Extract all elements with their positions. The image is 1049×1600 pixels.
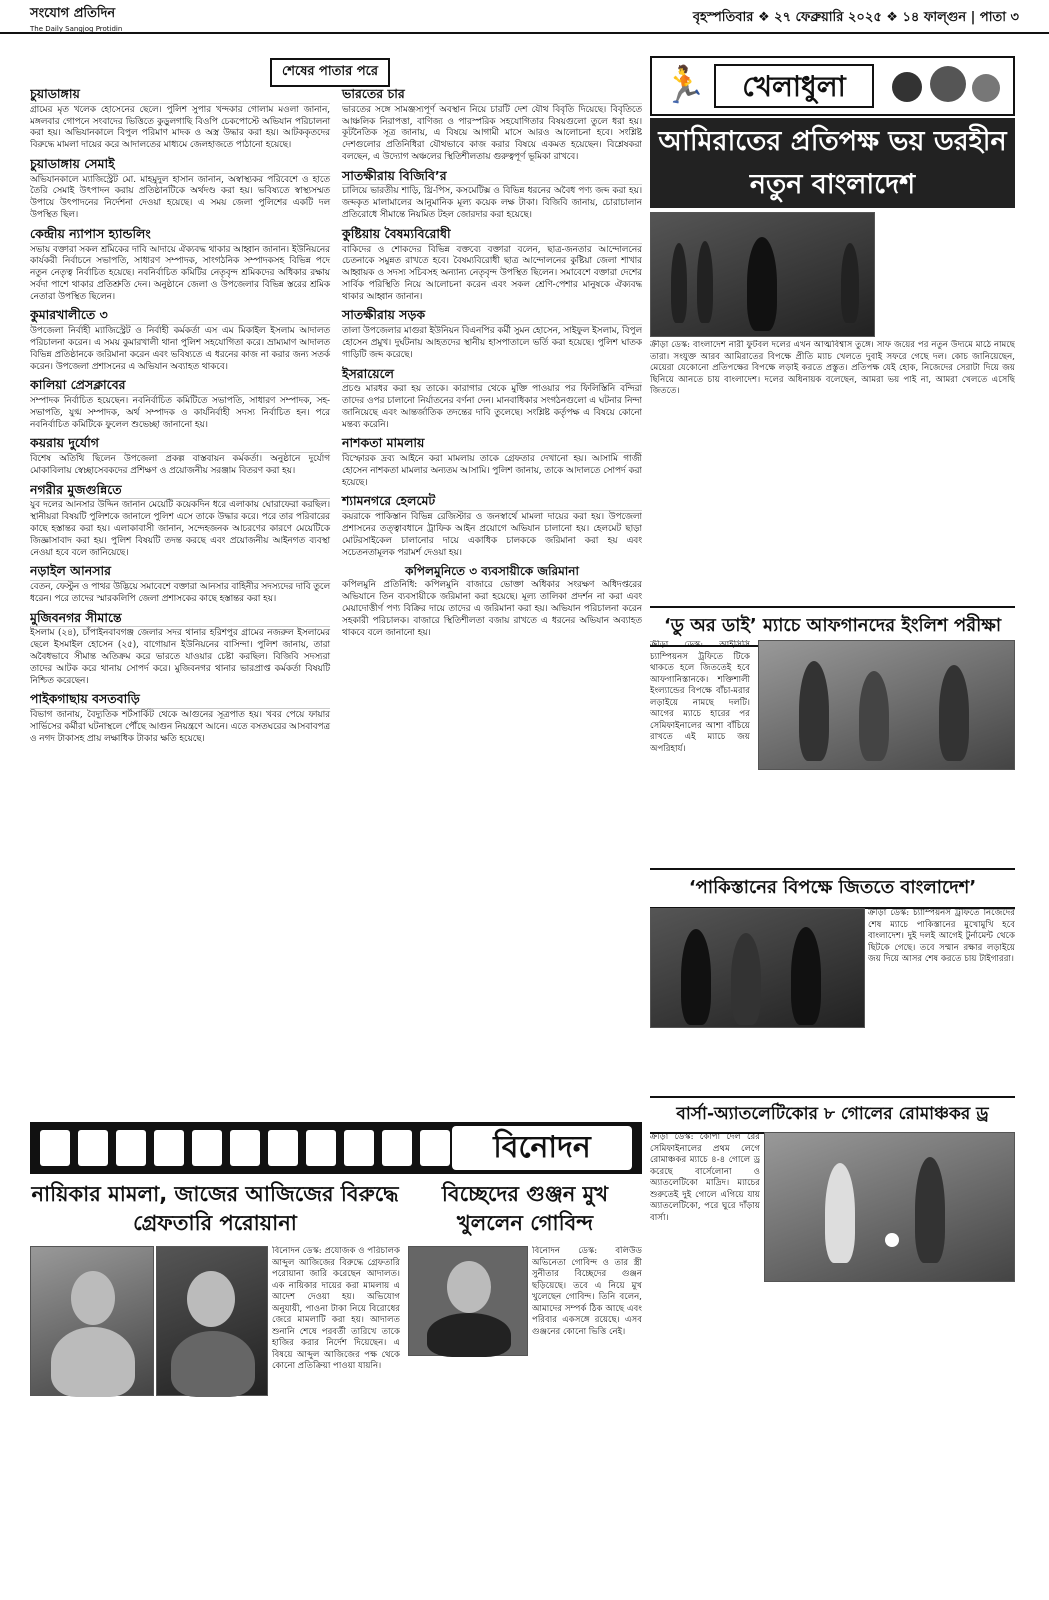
actress-photo [30, 1246, 154, 1396]
newspaper-logo: সংযোগ প্রতিদিন The Daily Sangjog Protidin [30, 6, 123, 33]
entertainment-story-1: বিনোদন ডেস্ক: প্রযোজক ও পরিচালক আব্দুল আজিজের বিরুদ্ধে গ্রেফতারি পরোয়ানা জারি করেছেন আদালত। এক নায়িকার দায়ের করা মামলায় এ আদেশ দেওয়া হয়। অভিযোগ অনুযায়ী, পাওনা টাকা নিয়ে বিরোধের জেরে মামলাটি করা হয়। আদালত শুনানি শেষে পরবর্তী তারিখে তাকে হাজির করার নির্দেশ দিয়েছেন। এ বিষয়ে আব্দুল আজিজের পক্ষ থেকে কোনো প্রতিক্রিয়া পাওয়া যায়নি। [272, 1246, 400, 1372]
news-body: ইসলাম (২৪), চাঁপাইনবাবগঞ্জ জেলার সদর থানার হরিশপুর গ্রামের নজরুল ইসলামের ছেলে ইসমাইল হোসেন (২৫), বাগোয়ান ইউনিয়নের বাসিন্দা। পুলিশ জানায়, তারা অবৈধভাবে সীমান্ত অতিক্রম করে ভারতে যাওয়ার চেষ্টা করছিল। বিজিবি সদস্যরা তাদের আটক করে থানায় সোপর্দ করে। মুজিবনগর থানার ভারপ্রাপ্ত কর্মকর্তা বিষয়টি নিশ্চিত করেছেন। [30, 628, 330, 686]
entertainment-headline-2: বিচ্ছেদের গুঞ্জন মুখ খুললেন গোবিন্দ [441, 1182, 609, 1236]
news-heading: কপিলমুনিতে ৩ ব্যবসায়ীকে জরিমানা [405, 564, 579, 579]
sports-story-4: ক্রীড়া ডেস্ক: কোপা দেল রের সেমিফাইনালের প্রথম লেগে রোমাঞ্চকর ম্যাচে ৪-৪ গোলে ড্র করেছে বার্সেলোনা ও অ্যাতলেটিকো মাদ্রিদ। ম্যাচের শুরুতেই দুই গোলে এগিয়ে যায় অ্যাতলেটিকো, পরে ঘুরে দাঁড়ায় বার্সা। [650, 1132, 760, 1223]
figure [51, 1327, 135, 1397]
news-body: বাকিদের ও শোকদের বিভিন্ন বক্তব্যে বক্তারা বলেন, ছাত্র-জনতার আন্দোলনের চেতনাকে সমুন্নত রাখতে হবে। বৈষম্যবিরোধী ছাত্র আন্দোলনের কুষ্টিয়া জেলা শাখার আহ্বায়ক ও সদস্য সচিবসহ অন্যান্য নেতৃবৃন্দ উপস্থিত ছিলেন। সমাবেশে বক্তারা দেশের সার্বিক পরিস্থিতি নিয়ে আলোচনা করেন এবং সকল শ্রেণি-পেশার মানুষকে ঐক্যবদ্ধ থাকার আহ্বান জানান। [342, 244, 642, 302]
player [731, 933, 761, 1025]
news-body: সম্পাদক নির্বাচিত হয়েছেন। নবনির্বাচিত কমিটিতে সভাপতি, সাধারণ সম্পাদক, সহ-সভাপতি, যুগ্ম সম্পাদক, অর্থ সম্পাদক ও কার্যনির্বাহী সদস্য নির্বাচিত হন। পরে নবনির্বাচিত কমিটিকে ফুলেল শুভেচ্ছা জানানো হয়। [30, 396, 330, 430]
news-body: কপিলমুনি প্রতিনিধি: কপিলমুনি বাজারে ভোক্তা অধিকার সংরক্ষণ অধিদপ্তরের অভিযানে তিন ব্যবসায়ীকে জরিমানা করা হয়েছে। মূল্য তালিকা প্রদর্শন না করা এবং মেয়াদোত্তীর্ণ পণ্য বিক্রির দায়ে তাদের এ জরিমানা করা হয়। অভিযান পরিচালনা করেন সহকারী পরিচালক। বাজারে স্থিতিশীলতা বজায় রাখতে এ ধরনের অভিযান অব্যাহত থাকবে বলে জানানো হয়। [342, 580, 642, 638]
film-frame-icon [78, 1130, 108, 1166]
player [747, 237, 777, 331]
sports-headline-1: আমিরাতের প্রতিপক্ষ ভয় ডরহীন নতুন বাংলাদেশ [650, 118, 1015, 208]
news-body: অভিযানকালে ম্যাজিস্ট্রেট মো. মাহমুদুল হাসান জানান, অস্বাস্থ্যকর পরিবেশে ও হাতে তৈরি সেমাই উৎপাদন করায় প্রতিষ্ঠানটিকে অর্থদণ্ড করা হয়। ভবিষ্যতে স্বাস্থ্যসম্মত উপায়ে উৎপাদনের নির্দেশনা দেওয়া হয়েছে। এ সময় জেলা পুলিশের একটি দল উপস্থিত ছিল। [30, 174, 330, 220]
actor-photo [408, 1246, 528, 1356]
film-frame-icon [420, 1130, 450, 1166]
news-heading: কেন্দ্রীয় ন্যাপাস হ্যান্ডলিং [30, 226, 330, 244]
film-frame-icon [230, 1130, 260, 1166]
player [799, 661, 829, 761]
news-body: ভারতের সঙ্গে সামঞ্জস্যপূর্ণ অবস্থান নিয়ে চারটি দেশ যৌথ বিবৃতি দিয়েছে। বিবৃতিতে আঞ্চলিক নিরাপত্তা, বাণিজ্য ও পারস্পরিক সহযোগিতার বিষয়গুলো তুলে ধরা হয়। কূটনৈতিক সূত্র জানায়, এ বিষয়ে আগামী মাসে আরও আলোচনা হবে। সংশ্লিষ্ট দেশগুলোর প্রতিনিধিরা যৌথভাবে কাজ করার বিষয়ে একমত হয়েছেন। বিশ্লেষকরা বলছেন, এ উদ্যোগ অঞ্চলের স্থিতিশীলতায় গুরুত্বপূর্ণ ভূমিকা রাখবে। [342, 104, 642, 162]
news-body: চালিয়ে ভারতীয় শাড়ি, থ্রি-পিস, কসমেটিক্স ও বিভিন্ন ধরনের অবৈধ পণ্য জব্দ করা হয়। জব্দকৃত মালামালের আনুমানিক মূল্য কয়েক লক্ষ টাকা। বিজিবি জানায়, চোরাচালান প্রতিরোধে সীমান্তে নিয়মিত টহল জোরদার করা হয়েছে। [342, 186, 642, 220]
sports-headline-4: বার্সা-অ্যাতলেটিকোর ৮ গোলের রোমাঞ্চকর ড্র [650, 1096, 1015, 1134]
face [447, 1261, 491, 1313]
news-heading: চুয়াডাঙ্গায় [30, 86, 330, 104]
news-heading: সাতক্ষীরায় বিজিবি’র [342, 168, 642, 186]
news-column-b [342, 82, 642, 639]
figure [427, 1313, 511, 1357]
football-icon [885, 1233, 899, 1247]
football-match-photo [764, 1132, 1015, 1282]
rugby-ball-icon [972, 74, 1000, 102]
player [697, 241, 713, 323]
news-heading: সাতক্ষীরায় সড়ক [342, 307, 642, 325]
film-frame-icon [268, 1130, 298, 1166]
entertainment-band [30, 1122, 642, 1174]
news-body: উপজেলা নির্বাহী ম্যাজিস্ট্রেট ও নির্বাহী কর্মকর্তা এস এম মিকাইল ইসলাম আদালত পরিচালনা করেন। এ সময় কুমারখালী থানা পুলিশ সহযোগিতা করে। ভ্রাম্যমাণ আদালত বিভিন্ন প্রতিষ্ঠানকে জরিমানা করেন এবং ভবিষ্যতে এ ধরনের কাজ না করার জন্য সতর্ক করেন। উপজেলা প্রশাসনের এ অভিযান অব্যাহত থাকবে। [30, 326, 330, 372]
news-body: তালা উপজেলার মাগুরা ইউনিয়ন বিএনপির কর্মী সুমন হোসেন, সাইফুল ইসলাম, বিপুল হোসেন প্রমুখ। দুর্ঘটনায় আহতদের স্থানীয় হাসপাতালে ভর্তি করা হয়েছে। পুলিশ ঘাতক গাড়িটি জব্দ করেছে। [342, 326, 642, 360]
news-heading: চুয়াডাঙ্গায় সেমাই [30, 156, 330, 174]
news-body: গ্রামের মৃত খলেক হোসেনের ছেলে। পুলিশ সুপার খন্দকার গোলাম মওলা জানান, মঙ্গলবার গোপনে সংবাদের ভিত্তিতে কুড়ুলগাছি বিওপি চেকপোস্টে অভিযান পরিচালনা করা হয়। অভিযানকালে বিপুল পরিমাণ মাদক ও অস্ত্র উদ্ধার করা হয়। আটককৃতদের বিরুদ্ধে মামলা দায়ের করে আদালতের মাধ্যমে জেলহাজতে পাঠানো হয়েছে। [30, 104, 330, 151]
masthead [0, 0, 1049, 34]
news-body: বেতন, ফেস্টুন ও পাথর উদ্ভিয়ে সমাবেশে বক্তারা আনসার বাহিনীর সদস্যদের দাবি তুলে ধরেন। পরে তাদের স্মারকলিপি জেলা প্রশাসকের কাছে হস্তান্তর করা হয়। [30, 582, 330, 604]
news-heading: পাইকগাছায় বসতবাড়ি [30, 691, 330, 709]
cricket-ball-icon [892, 72, 922, 102]
sports-story-3: ক্রীড়া ডেস্ক: চ্যাম্পিয়নস ট্রফিতে নিজেদের শেষ ম্যাচে পাকিস্তানের মুখোমুখি হবে বাংলাদেশ। দুই দলই আগেই টুর্নামেন্ট থেকে ছিটকে গেছে। তবে সম্মান রক্ষার লড়াইয়ে জয় দিয়ে আসর শেষ করতে চায় টাইগাররা। [868, 908, 1015, 965]
figure [171, 1331, 255, 1397]
sports-title: খেলাধুলা [714, 64, 874, 108]
continued-tag: শেষের পাতার পরে [270, 58, 390, 87]
film-frame-icon [116, 1130, 146, 1166]
face [71, 1271, 115, 1325]
film-frame-icon [40, 1130, 70, 1166]
news-body: কয়রাকে পাকিস্তান বিভিন্ন রেজিস্টার ও জনস্বার্থে মামলা দায়ের করা হয়। উপজেলা প্রশাসনের তত্ত্বাবধানে ট্রাফিক আইন প্রয়োগে অভিযান চালানো হয়। হেলমেট ছাড়া মোটরসাইকেল চালানোর দায়ে একাধিক চালককে জরিমানা করা হয় এবং সচেতনতামূলক পরামর্শ দেওয়া হয়। [342, 512, 642, 558]
news-heading: ইসরায়েলে [342, 366, 642, 384]
entertainment-headline-1: নায়িকার মামলা, জাজের আজিজের বিরুদ্ধে গ্রেফতারি পরোয়ানা [31, 1182, 399, 1236]
sports-header [650, 56, 1015, 116]
news-heading: কুমারখালীতে ৩ [30, 307, 330, 325]
football-icon [930, 66, 966, 102]
news-heading: ভারতের চার [342, 86, 642, 104]
sports-headline-2: ‘ডু অর ডাই’ ম্যাচে আফগানদের ইংলিশ পরীক্ষা [650, 606, 1015, 647]
runner-icon: 🏃 [662, 65, 707, 106]
news-body: যুব দলের আনসার উদ্দিন জানান মেয়েটি কয়েকদিন ধরে এলাকায় ঘোরাফেরা করছিল। স্থানীয়রা বিষয়টি পুলিশকে জানালে পুলিশ এসে তাকে উদ্ধার করে। পরে তার পরিবারের কাছে হস্তান্তর করা হয়। এলাকাবাসী জানান, সন্দেহজনক আচরণের কারণে মেয়েটিকে জিজ্ঞাসাবাদ করা হয়। পুলিশ বিষয়টি তদন্ত করছে এবং প্রয়োজনীয় আইনগত ব্যবস্থা নেওয়া হবে বলে জানিয়েছে। [30, 500, 330, 558]
sports-story-2: ক্রীড়া ডেস্ক: আইসিসি চ্যাম্পিয়নস ট্রফিতে টিকে থাকতে হলে জিততেই হবে আফগানিস্তানকে। শক্তিশালী ইংল্যান্ডের বিপক্ষে বাঁচা-মরার লড়াইয়ে নামছে দলটি। আগের ম্যাচে হারের পর সেমিফাইনালের আশা বাঁচিয়ে রাখতে এই ম্যাচে জয় অপরিহার্য। [650, 640, 750, 754]
film-frame-icon [154, 1130, 184, 1166]
player [791, 927, 821, 1025]
player [859, 671, 889, 761]
sports-story-1: ক্রীড়া ডেস্ক: বাংলাদেশ নারী ফুটবল দলের এখন আত্মবিশ্বাস তুঙ্গে। সাফ জয়ের পর নতুন উদ্যমে মাঠে নামছে তারা। সংযুক্ত আরব আমিরাতের বিপক্ষে প্রীতি ম্যাচ খেলতে দুবাই সফরে গেছে দল। কোচ জানিয়েছেন, মেয়েরা যেকোনো প্রতিপক্ষের বিপক্ষে লড়াই করতে প্রস্তুত। প্রতিপক্ষ যেই হোক, নিজেদের সেরাটা দিয়ে জয় ছিনিয়ে আনতে চায় বাংলাদেশ। দলের অধিনায়ক বলেছেন, আমরা ভয় পাই না, আমরা খেলতে এসেছি জিততে। [650, 340, 1015, 397]
news-body: বিস্ফোরক দ্রব্য আইনে করা মামলায় তাকে গ্রেফতার দেখানো হয়। আসামি গাজী হোসেন নাশকতা মামলার অন্যতম আসামি। পুলিশ জানায়, তাকে আদালতে সোপর্দ করা হয়েছে। [342, 454, 642, 488]
bangladesh-cricket-photo [650, 908, 865, 1028]
face [187, 1271, 235, 1327]
news-body: বিভাগ জানায়, বৈদ্যুতিক শর্টসার্কিট থেকে আগুনের সূত্রপাত হয়। খবর পেয়ে ফায়ার সার্ভিসের কর্মীরা ঘটনাস্থলে পৌঁছে আগুন নিয়ন্ত্রণে আনে। এতে বসতঘরের আসবাবপত্র ও নগদ টাকাসহ প্রায় লক্ষাধিক টাকার ক্ষতি হয়েছে। [30, 710, 330, 744]
news-heading: শ্যামনগরে হেলমেট [342, 493, 642, 511]
news-heading: নড়াইল আনসার [30, 563, 330, 581]
news-body: প্রচণ্ড মারধর করা হয় তাকে। কারাগার থেকে মুক্তি পাওয়ার পর ফিলিস্তিনি বন্দিরা তাদের ওপর চালানো নির্যাতনের বর্ণনা দেন। মানবাধিকার সংগঠনগুলো এ ঘটনার নিন্দা জানিয়েছে এবং আন্তর্জাতিক তদন্তের দাবি তুলেছে। সংশ্লিষ্ট কর্তৃপক্ষ এ বিষয়ে কোনো মন্তব্য করেনি। [342, 384, 642, 430]
film-frame-icon [382, 1130, 412, 1166]
news-heading: নগরীর মুজগুন্নিতে [30, 482, 330, 500]
film-frame-icon [192, 1130, 222, 1166]
news-body: সভায় বক্তারা সকল শ্রমিকের দাবি আদায়ে ঐক্যবদ্ধ থাকার আহ্বান জানান। ইউনিয়নের কার্যকরী নির্বাচনে সভাপতি, সাধারণ সম্পাদক, সাংগঠনিক সম্পাদকসহ বিভিন্ন পদে নতুন নেতৃত্ব নির্বাচিত হয়েছে। নবনির্বাচিত কমিটির নেতৃবৃন্দ শ্রমিকদের অধিকার রক্ষায় সর্বদা পাশে থাকার প্রতিশ্রুতি দেন। অনুষ্ঠানে জেলা ও উপজেলার বিভিন্ন স্তরের শ্রমিক নেতারা উপস্থিত ছিলেন। [30, 244, 330, 302]
player [681, 929, 711, 1025]
player [841, 243, 859, 323]
news-heading: কুষ্টিয়ায় বৈষম্যবিরোধী [342, 226, 642, 244]
player [939, 665, 969, 761]
logo-subtitle: The Daily Sangjog Protidin [30, 25, 123, 33]
cricket-photo [758, 640, 1015, 770]
news-columns [30, 56, 642, 1116]
football-team-photo [650, 212, 875, 337]
news-heading: কালিয়া প্রেসক্লাবের [30, 377, 330, 395]
film-frame-icon [306, 1130, 336, 1166]
news-body: বিশেষ অতিথি ছিলেন উপজেলা প্রকল্প বাস্তবায়ন কর্মকর্তা। অনুষ্ঠানে দুর্যোগ মোকাবিলায় স্বেচ্ছাসেবকদের প্রশিক্ষণ ও প্রয়োজনীয় সরঞ্জাম বিতরণ করা হয়। [30, 454, 330, 476]
film-frame-icon [344, 1130, 374, 1166]
player [915, 1157, 945, 1263]
player [825, 1163, 855, 1263]
director-photo [156, 1246, 268, 1396]
entertainment-story-2: বিনোদন ডেস্ক: বলিউড অভিনেতা গোবিন্দ ও তার স্ত্রী সুনীতার বিচ্ছেদের গুঞ্জন ছড়িয়েছে। তবে এ নিয়ে মুখ খুলেছেন গোবিন্দ। তিনি বলেন, আমাদের সম্পর্ক ঠিক আছে এবং পরিবার একসঙ্গে রয়েছে। এসব গুঞ্জনের কোনো ভিত্তি নেই। [532, 1246, 642, 1337]
dateline: বৃহস্পতিবার ❖ ২৭ ফেব্রুয়ারি ২০২৫ ❖ ১৪ ফাল্গুন | পাতা ৩ [692, 10, 1019, 25]
news-heading: নাশকতা মামলায় [342, 435, 642, 453]
sports-headline-3: ‘পাকিস্তানের বিপক্ষে জিততে বাংলাদেশ’ [650, 868, 1015, 909]
news-heading: কয়রায় দুর্যোগ [30, 435, 330, 453]
news-heading: মুজিবনগর সীমান্তে [30, 610, 330, 628]
player [671, 243, 687, 323]
entertainment-title: বিনোদন [452, 1126, 632, 1170]
news-column-a [30, 82, 330, 745]
